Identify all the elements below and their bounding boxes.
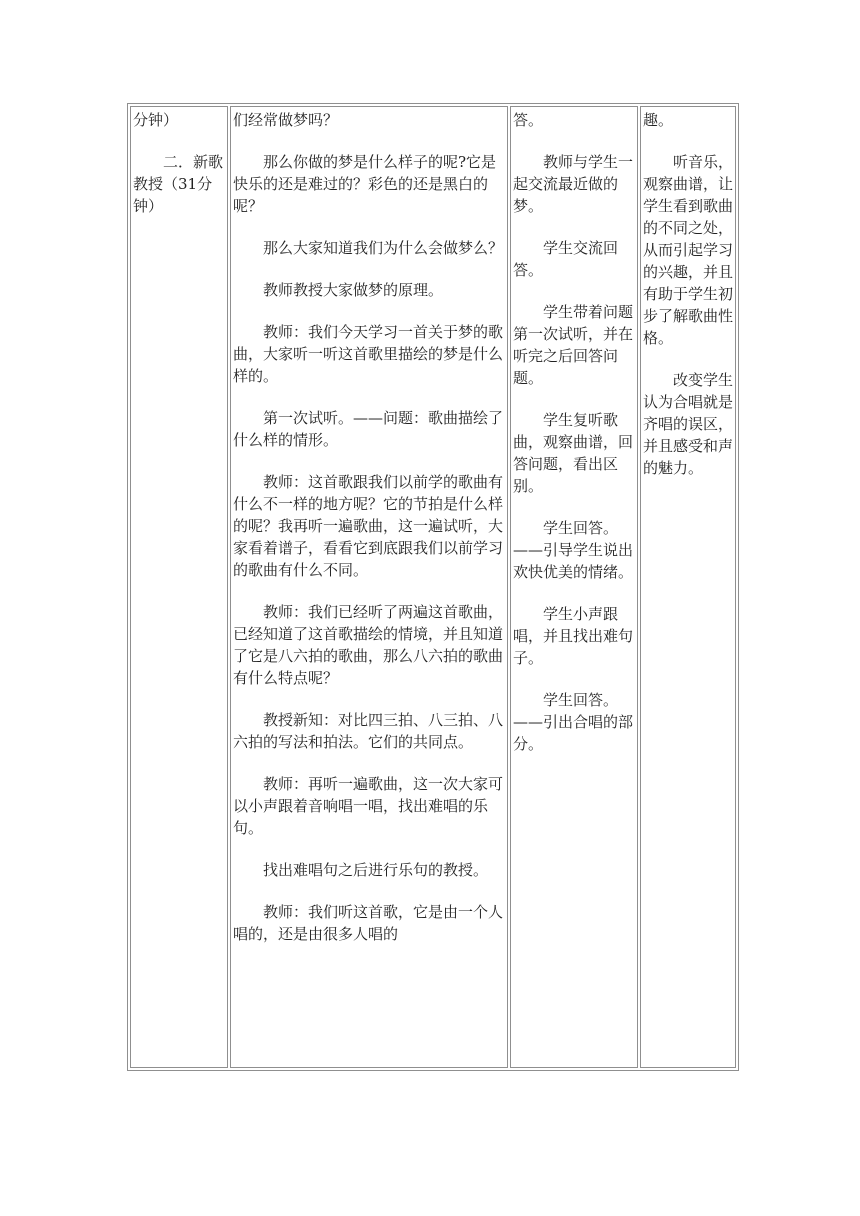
paragraph: 学生带着问题第一次试听，并在听完之后回答问题。 [513,303,634,387]
paragraph: 教师教授大家做梦的原理。 [263,281,444,299]
paragraph: 那么大家知道我们为什么会做梦么？ [263,239,504,257]
paragraph: 那么你做的梦是什么样子的呢?它是快乐的还是难过的？彩色的还是黑白的呢？ [233,153,497,215]
paragraph: 教师：再听一遍歌曲，这一次大家可以小声跟着音响唱一唱，找出难唱的乐句。 [233,775,504,837]
paragraph: 教师：这首歌跟我们以前学的歌曲有什么不一样的地方呢？它的节拍是什么样的呢？我再听一遍歌曲，这一遍试听，大家看着谱子，看看它到底跟我们以前学习的歌曲有什么不同。 [233,473,504,579]
student-activity-column [510,106,638,1068]
paragraph: 趣。 [643,111,674,129]
paragraph: 学生复听歌曲，观察曲谱，回答问题，看出区别。 [513,411,634,495]
paragraph: 学生回答。——引出合唱的部分。 [513,691,634,753]
paragraph: 学生小声跟唱，并且找出难句子。 [513,605,634,667]
paragraph: 学生回答。——引导学生说出欢快优美的情绪。 [513,519,634,581]
paragraph: 学生交流回答。 [513,239,619,279]
lesson-plan-table [127,103,739,1071]
paragraph: 们经常做梦吗？ [233,111,339,129]
teacher-activity-column [230,106,508,1068]
paragraph: 改变学生认为合唱就是齐唱的误区，并且感受和声的魅力。 [643,371,734,477]
paragraph: 教师与学生一起交流最近做的梦。 [513,153,634,215]
paragraph: 答。 [513,111,544,129]
paragraph: 教授新知：对比四三拍、八三拍、八六拍的写法和拍法。它们的共同点。 [233,711,504,751]
paragraph: 找出难唱句之后进行乐句的教授。 [263,861,489,879]
paragraph: 听音乐，观察曲谱，让学生看到歌曲的不同之处，从而引起学习的兴趣，并且有助于学生初步了解歌曲性格。 [643,153,734,347]
paragraph: 第一次试听。——问题：歌曲描绘了什么样的情形。 [233,409,504,449]
paragraph: 二．新歌教授（31分钟） [133,153,224,215]
table-row [130,106,736,1068]
paragraph: 教师：我们今天学习一首关于梦的歌曲，大家听一听这首歌里描绘的梦是什么样的。 [233,323,504,385]
paragraph: 教师：我们已经听了两遍这首歌曲，已经知道了这首歌描绘的情境，并且知道了它是八六拍的歌曲，那么八六拍的歌曲有什么特点呢？ [233,603,504,687]
stage-column [130,106,228,1068]
paragraph: 分钟） [133,111,179,129]
design-intent-column [640,106,736,1068]
paragraph: 教师：我们听这首歌，它是由一个人唱的，还是由很多人唱的 [233,903,504,943]
